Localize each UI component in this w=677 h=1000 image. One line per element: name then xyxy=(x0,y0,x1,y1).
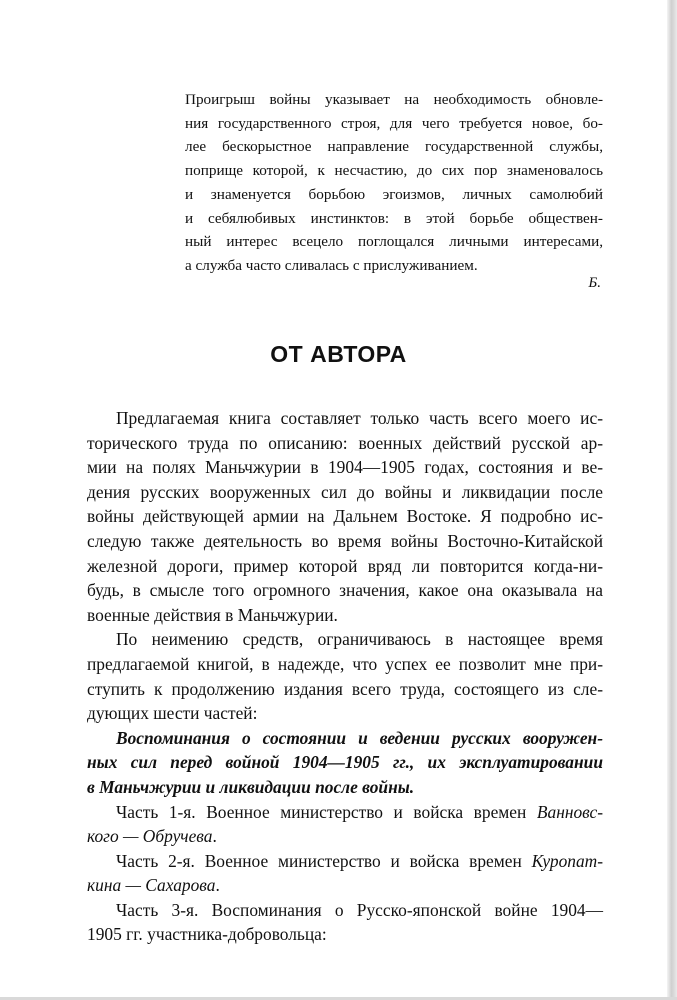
paragraph-line: будь, в смысле того огромного значения, какое она оказывала на xyxy=(87,580,603,601)
paragraph-line: следую также деятельность во время войны Восточно-Китайской xyxy=(87,530,603,551)
paragraph-line: дения русских вооруженных сил до войны и ликвидации после xyxy=(87,481,603,502)
part-1-authors: кого — Обручева xyxy=(87,826,213,847)
part-2-line xyxy=(87,873,603,898)
epigraph xyxy=(185,88,603,278)
body-text xyxy=(87,406,603,947)
epigraph-line: ный интерес всецело поглощался личными интересами, xyxy=(185,233,603,251)
part-1-prefix: Часть 1-я. Военное министерство и войска времен xyxy=(116,801,537,822)
epigraph-line: лее бескорыстное направление государственной службы, xyxy=(185,138,603,156)
epigraph-line: а служба часто сливалась с прислуживанием. xyxy=(185,256,478,274)
epigraph-line: и знаменуется борьбою эгоизмов, личных самолюбий xyxy=(185,185,603,203)
epigraph-line: и себялюбивых инстинктов: в этой борьбе обществен- xyxy=(185,209,603,227)
part-2-authors: Куропат- xyxy=(531,850,603,871)
paragraph-line: войны действующей армии на Дальнем Востоке. Я подробно ис- xyxy=(87,506,603,527)
epigraph-line: ния государственного строя, для чего требуется новое, бо- xyxy=(185,114,603,132)
paragraph-line: предлагаемой книгой, в надежде, что успех ее позволит мне при- xyxy=(87,653,603,674)
bold-heading-line: в Маньчжурии и ликвидации после войны. xyxy=(87,776,415,797)
part-1-suffix: . xyxy=(212,826,217,847)
bold-heading-line: ных сил перед войной 1904—1905 гг., их эксплуатировании xyxy=(87,752,603,773)
part-3-line: Часть 3-я. Воспоминания о Русско-японской войне 1904— xyxy=(116,899,603,920)
paragraph-line: мии на полях Маньчжурии в 1904—1905 годах, состояния и ве- xyxy=(87,457,603,478)
part-2-line xyxy=(87,849,603,874)
page-edge-shadow xyxy=(667,0,677,1000)
part-1-authors: Ванновс- xyxy=(536,801,603,822)
bold-heading-line: Воспоминания о состоянии и ведении русских вооружен- xyxy=(116,727,603,748)
paragraph-line: торического труда по описанию: военных действий русской ар- xyxy=(87,432,603,453)
paragraph-line: По неимению средств, ограничиваюсь в настоящее время xyxy=(116,629,603,650)
epigraph-line: Проигрыш войны указывает на необходимость обновле- xyxy=(185,91,603,108)
part-3-line: 1905 гг. участника-добровольца: xyxy=(87,924,327,945)
paragraph-line: железной дороги, пример которой вряд ли повторится когда-ни- xyxy=(87,555,603,576)
paragraph-line: дующих шести частей: xyxy=(87,703,258,724)
part-2-suffix: . xyxy=(215,875,220,896)
section-title: ОТ АВТОРА xyxy=(270,341,407,367)
paragraph-line: ступить к продолжению издания всего труда, состоящего из сле- xyxy=(87,678,603,699)
part-2-prefix: Часть 2-я. Военное министерство и войска времен xyxy=(116,850,532,871)
part-1-line xyxy=(87,800,603,825)
part-2-authors: кина — Сахарова xyxy=(87,875,216,896)
epigraph-line: поприще которой, к несчастию, до сих пор знаменовалось xyxy=(185,162,603,180)
part-1-line xyxy=(87,824,603,849)
paragraph-line: военные действия в Маньчжурии. xyxy=(87,604,338,625)
paragraph-line: Предлагаемая книга составляет только часть всего моего ис- xyxy=(116,408,603,428)
epigraph-signature: Б. xyxy=(588,275,601,291)
